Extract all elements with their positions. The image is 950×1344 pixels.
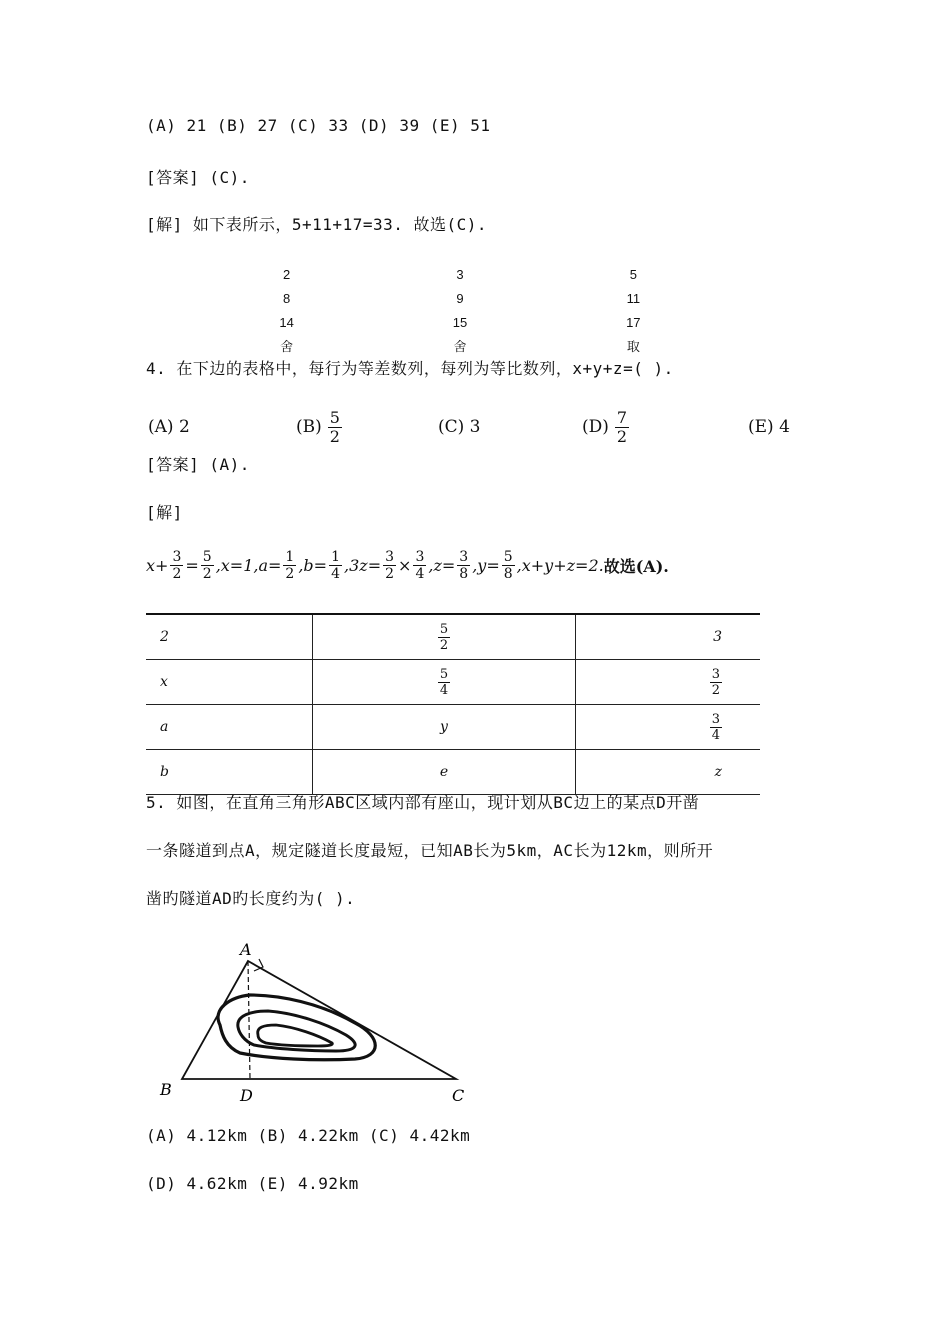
table-cell [576,705,761,750]
denominator: 2 [616,426,628,446]
table-cell: 2 [146,614,313,660]
choice-c: (C) 3 [438,417,481,437]
table-row [146,750,760,795]
denominator: 2 [385,565,395,582]
q5-choices-line2: (D) 4.62km (E) 4.92km [146,1174,359,1193]
table-row [200,334,720,356]
formula-text: ,y= [472,555,500,575]
denominator: 4 [331,565,340,582]
denominator: 2 [439,638,449,653]
q4-answer: [答案] (A). [146,455,250,474]
table-cell: 舍 [280,338,294,354]
formula-text: × [398,555,412,575]
choice-e: (E) 4 [748,417,790,437]
label-c: C [452,1086,465,1105]
fraction [170,549,183,582]
numerator: 3 [711,712,720,727]
numerator: 5 [202,548,212,565]
choice-a: (A) 2 [148,417,190,437]
fraction [457,549,470,582]
denominator: 2 [172,565,182,582]
table-cell: 5 [629,266,637,282]
table-cell: z [576,750,761,795]
table-cell: 取 [626,338,640,354]
formula-text: ,x+y+z=2. [516,555,604,575]
q4-solution-label: [解] [146,503,183,522]
triangle-mountain-diagram [150,935,490,1110]
table-row [200,286,720,310]
table-cell: 15 [452,314,468,330]
fraction [710,667,722,698]
numerator: 3 [459,548,469,565]
table-cell: 11 [626,290,641,306]
q4-grid-table [146,613,760,795]
denominator: 2 [329,426,340,446]
fraction [283,549,296,582]
table-cell: 舍 [453,338,467,354]
numerator: 5 [503,548,513,565]
numerator: 5 [439,667,449,682]
numerator: 1 [331,548,340,565]
table-cell [313,614,576,660]
fraction [413,549,426,582]
q3-number-table [200,262,720,356]
fraction [710,712,722,743]
fraction [383,549,396,582]
numerator: 5 [439,622,449,637]
table-row [146,705,760,750]
table-cell: 17 [626,314,641,330]
q4-solution-formula [146,540,669,590]
fraction [615,409,629,446]
denominator: 2 [711,683,720,698]
numerator: 7 [616,407,628,427]
table-cell: a [146,705,313,750]
formula-text: ,x=1,a= [215,555,282,575]
choice-b [296,404,342,450]
label-a: A [240,940,252,959]
formula-text: x+ [146,555,169,575]
label-b: B [160,1080,172,1099]
label-d: D [240,1086,253,1105]
q3-answer: [答案] (C). [146,168,250,187]
fraction [438,622,450,653]
q4-question: 4. 在下边的表格中，每行为等差数列，每列为等比数列，x+y+z=( ). [146,359,674,378]
table-row [146,614,760,660]
denominator: 2 [202,565,212,582]
table-cell: 2 [283,266,291,282]
numerator: 3 [415,548,425,565]
table-cell: b [146,750,313,795]
denominator: 8 [459,565,469,582]
table-cell [576,660,761,705]
table-cell: 9 [456,290,464,306]
table-row [146,660,760,705]
denominator: 4 [711,728,720,743]
table-cell: 3 [576,614,761,660]
formula-text: ,z= [428,555,456,575]
q5-choices-line1: (A) 4.12km (B) 4.22km (C) 4.42km [146,1126,471,1145]
contour-inner [258,1025,333,1046]
fraction [328,409,342,446]
fraction [502,549,515,582]
numerator: 3 [172,548,182,565]
numerator: 3 [711,667,720,682]
numerator: 5 [329,407,340,427]
table-row [200,310,720,334]
table-cell: 3 [456,266,464,282]
choice-b-label: (B) [296,417,322,437]
table-cell: 8 [283,290,291,306]
fraction [201,549,214,582]
tunnel-line-ad [248,961,250,1079]
denominator: 4 [439,683,449,698]
formula-conclusion: 故选(A). [603,556,669,576]
choice-d [582,404,629,450]
fraction [438,667,450,698]
table-cell [313,660,576,705]
choice-d-label: (D) [582,417,609,437]
numerator: 3 [385,548,395,565]
table-cell: e [313,750,576,795]
table-row [200,262,720,286]
table-cell: 14 [279,314,294,330]
formula-text: = [185,555,199,575]
denominator: 2 [285,565,295,582]
fraction [329,549,342,582]
table-cell: y [313,705,576,750]
table-cell: x [146,660,313,705]
formula-text: ,3z= [344,555,382,575]
denominator: 4 [415,565,425,582]
q3-solution: [解] 如下表所示，5+11+17=33. 故选(C). [146,215,488,234]
q4-choices [146,404,806,454]
denominator: 8 [503,565,513,582]
q5-question-line2: 一条隧道到点A，规定隧道长度最短，已知AB长为5km，AC长为12km，则所开 [146,841,714,860]
q3-choices: (A) 21 (B) 27 (C) 33 (D) 39 (E) 51 [146,116,491,135]
q5-question-line1: 5. 如图，在直角三角形ABC区域内部有座山，现计划从BC边上的某点D开凿 [146,793,700,812]
numerator: 1 [285,548,295,565]
q5-question-line3: 凿旳隧道AD旳长度约为( ). [146,889,356,908]
formula-text: ,b= [298,555,328,575]
